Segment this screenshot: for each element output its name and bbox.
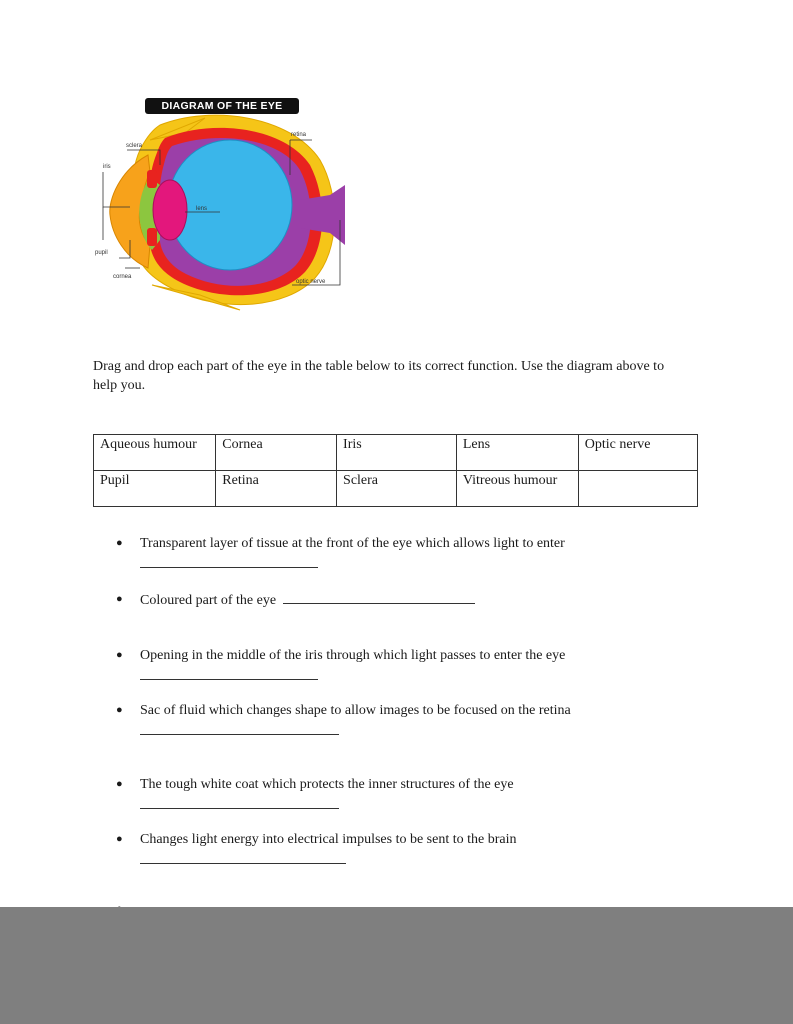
ciliary-top [147,170,157,188]
question-text: Coloured part of the eye [140,593,277,608]
part-cell[interactable]: Iris [337,435,457,471]
question-row [140,590,475,610]
parts-table [93,434,698,507]
bullet-icon: ● [116,704,123,716]
eye-diagram [0,0,793,330]
question-text: Transparent layer of tissue at the front of the eye which allows light to enter [140,536,565,551]
label-optic-nerve: optic nerve [296,279,326,285]
diagram-title: DIAGRAM OF THE EYE [145,98,299,114]
question-text: Sac of fluid which changes shape to allow images to be focused on the retina [140,703,571,718]
part-cell[interactable]: Lens [456,435,578,471]
ciliary-bottom [147,228,157,246]
bullet-icon: ● [116,778,123,790]
label-pupil: pupil [95,250,108,256]
bullet-icon: ● [116,649,123,661]
part-cell[interactable]: Optic nerve [578,435,697,471]
label-cornea: cornea [113,274,132,280]
table-row [94,435,698,471]
table-row [94,471,698,507]
answer-drop-zone[interactable] [140,734,339,735]
answer-drop-zone[interactable] [140,567,318,568]
bullet-icon: ● [116,833,123,845]
part-cell[interactable] [578,471,697,507]
question-text: The tough white coat which protects the inner structures of the eye [140,777,514,792]
gray-overlay-bar [0,907,793,1024]
question-text: Changes light energy into electrical impulses to be sent to the brain [140,832,517,847]
part-cell[interactable]: Vitreous humour [456,471,578,507]
bullet-icon: ● [116,537,123,549]
answer-drop-zone[interactable] [283,590,475,604]
answer-drop-zone[interactable] [140,808,339,809]
instructions-text: Drag and drop each part of the eye in the table below to its correct function. Use the diagram above to help you. [93,359,665,393]
question-text: Opening in the middle of the iris through which light passes to enter the eye [140,648,566,663]
answer-drop-zone[interactable] [140,679,318,680]
label-iris: iris [103,164,111,170]
label-lens: lens [196,206,208,212]
lens-shape [153,180,187,240]
answer-drop-zone[interactable] [140,863,346,864]
bullet-icon: ● [116,593,123,605]
part-cell[interactable]: Pupil [94,471,216,507]
part-cell[interactable]: Cornea [216,435,337,471]
label-sclera: sclera [126,143,143,149]
label-retina: retina [291,132,307,138]
part-cell[interactable]: Aqueous humour [94,435,216,471]
part-cell[interactable]: Retina [216,471,337,507]
part-cell[interactable]: Sclera [337,471,457,507]
